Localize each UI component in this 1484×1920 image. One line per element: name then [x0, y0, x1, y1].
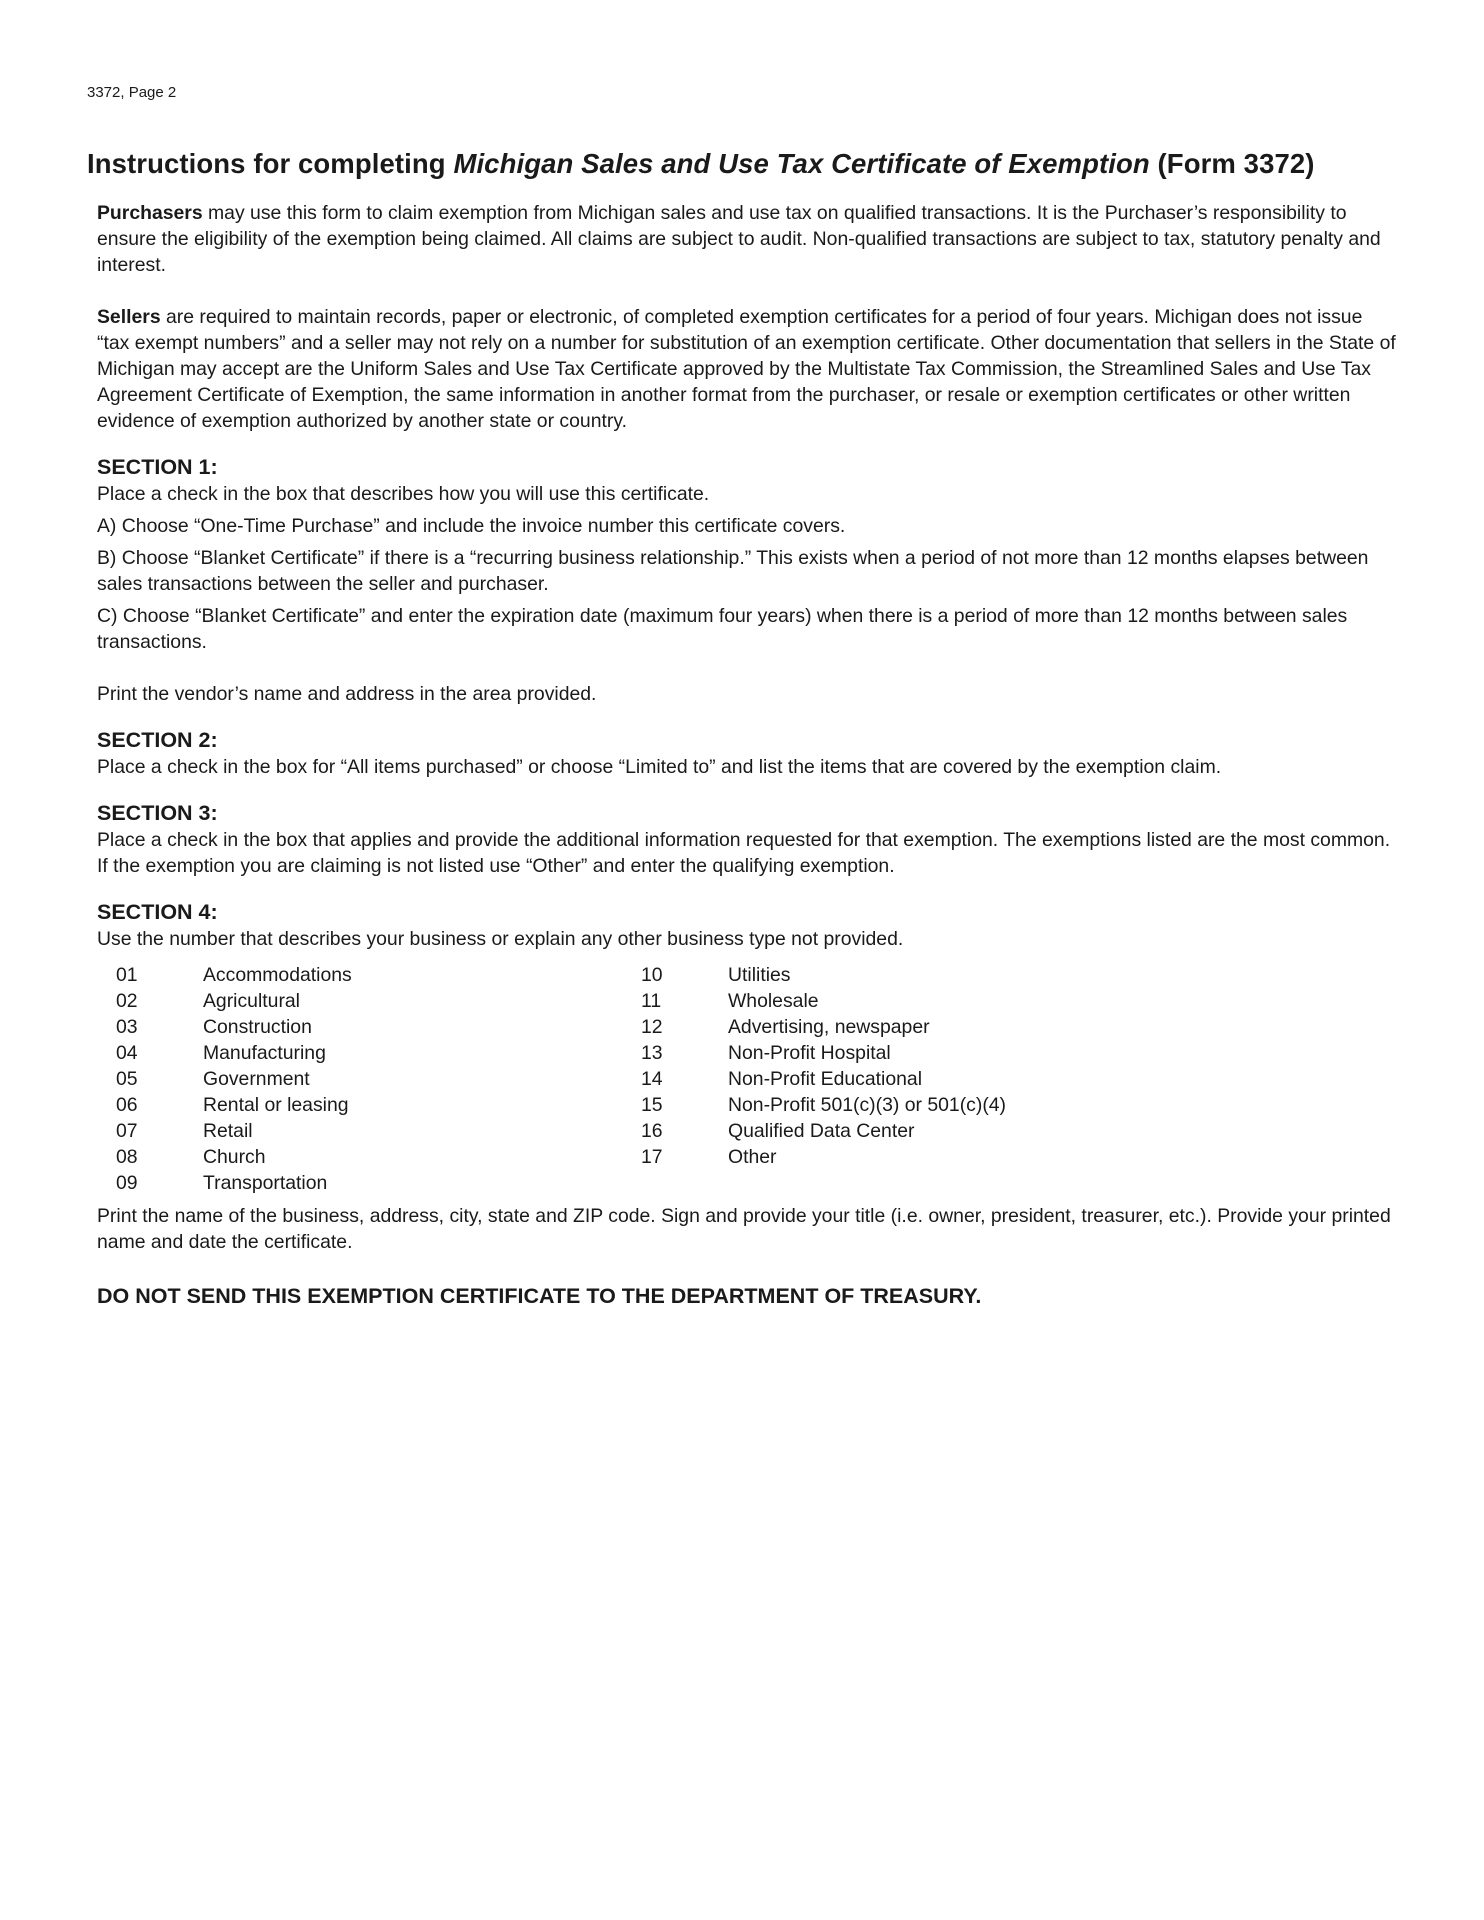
business-code-label: Utilities: [728, 964, 791, 986]
title-suffix: (Form 3372): [1149, 148, 1315, 179]
business-code-number: 12: [641, 1016, 663, 1038]
section-1-heading: SECTION 1:: [97, 455, 218, 479]
business-code-label: Non-Profit Educational: [728, 1068, 923, 1090]
business-code-row: [116, 1014, 352, 1040]
business-code-label: Non-Profit 501(c)(3) or 501(c)(4): [728, 1094, 1007, 1116]
business-code-number: 05: [116, 1068, 138, 1090]
section-1-intro: Place a check in the box that describes how you will use this certificate.: [97, 483, 710, 505]
business-code-row: [116, 1170, 352, 1196]
section-3-text: Place a check in the box that applies and provide the additional information requested for that exemption. The exemptions listed are the most common. If the exemption you are claiming is not listed use “Other” and enter the qualifying exemption.: [97, 829, 1391, 877]
business-code-number: 04: [116, 1042, 138, 1064]
business-code-label: Other: [728, 1146, 777, 1168]
business-code-number: 15: [641, 1094, 663, 1116]
section-3: [97, 800, 1397, 879]
business-code-label: Manufacturing: [203, 1042, 326, 1064]
business-code-row: [641, 1066, 1006, 1092]
title-prefix: Instructions for completing: [87, 148, 454, 179]
section-1-item-b: B) Choose “Blanket Certificate” if there is a “recurring business relationship.” This exists when a period of not more than 12 months elapses between sales transactions between the seller and purchaser.: [97, 547, 1369, 595]
business-code-row: [116, 1118, 352, 1144]
business-code-label: Advertising, newspaper: [728, 1016, 930, 1038]
section-1-item-c: C) Choose “Blanket Certificate” and enter the expiration date (maximum four years) when there is a period of more than 12 months between sales transactions.: [97, 605, 1348, 653]
business-codes-table: [97, 962, 1397, 1197]
section-2-heading: SECTION 2:: [97, 728, 218, 752]
business-code-label: Non-Profit Hospital: [728, 1042, 891, 1064]
business-code-row: [116, 1092, 352, 1118]
section-2-text: Place a check in the box for “All items purchased” or choose “Limited to” and list the items that are covered by the exemption claim.: [97, 756, 1222, 778]
section-4-heading: SECTION 4:: [97, 900, 218, 924]
business-code-number: 16: [641, 1120, 663, 1142]
section-3-heading: SECTION 3:: [97, 801, 218, 825]
business-code-number: 11: [641, 990, 662, 1012]
business-code-number: 09: [116, 1172, 138, 1194]
business-code-row: [641, 1014, 1006, 1040]
purchasers-text: may use this form to claim exemption from Michigan sales and use tax on qualified transactions. It is the Purchaser’s responsibility to ensure the eligibility of the exemption being claimed. All claims are subject to audit. Non-qualified transactions are subject to tax, statutory penalty and interest.: [97, 202, 1381, 276]
business-code-row: [641, 1040, 1006, 1066]
business-code-row: [641, 1144, 1006, 1170]
purchasers-lead: Purchasers: [97, 202, 203, 224]
business-code-number: 02: [116, 990, 138, 1012]
business-code-row: [641, 962, 1006, 988]
page-label: 3372, Page 2: [87, 84, 177, 101]
business-code-label: Retail: [203, 1120, 253, 1142]
business-code-number: 14: [641, 1068, 663, 1090]
business-code-row: [641, 988, 1006, 1014]
business-code-label: Accommodations: [203, 964, 352, 986]
business-code-number: 13: [641, 1042, 663, 1064]
business-code-row: [641, 1118, 1006, 1144]
section-1: [97, 454, 1397, 707]
section-1-item-a: A) Choose “One-Time Purchase” and include the invoice number this certificate covers.: [97, 515, 846, 537]
business-code-row: [116, 1040, 352, 1066]
sellers-paragraph: [97, 304, 1397, 434]
business-code-number: 10: [641, 964, 663, 986]
business-codes-right-column: [641, 962, 1006, 1170]
business-code-number: 07: [116, 1120, 138, 1142]
sellers-lead: Sellers: [97, 306, 161, 328]
page-title: [87, 148, 1315, 180]
instructions-body: [97, 200, 1397, 1332]
business-code-row: [116, 962, 352, 988]
business-code-number: 17: [641, 1146, 663, 1168]
business-code-label: Church: [203, 1146, 266, 1168]
section-1-vendor: Print the vendor’s name and address in the area provided.: [97, 683, 597, 705]
business-code-number: 03: [116, 1016, 138, 1038]
purchasers-paragraph: [97, 200, 1397, 278]
business-code-label: Transportation: [203, 1172, 328, 1194]
business-code-label: Wholesale: [728, 990, 819, 1012]
business-code-label: Construction: [203, 1016, 312, 1038]
section-4: [97, 899, 1397, 1255]
do-not-send-notice: DO NOT SEND THIS EXEMPTION CERTIFICATE TO THE DEPARTMENT OF TREASURY.: [97, 1284, 982, 1308]
section-2: [97, 727, 1397, 780]
title-italic: Michigan Sales and Use Tax Certificate of Exemption: [453, 148, 1150, 179]
business-code-number: 01: [116, 964, 138, 986]
business-code-row: [116, 988, 352, 1014]
business-code-label: Agricultural: [203, 990, 300, 1012]
business-codes-left-column: [116, 962, 352, 1196]
business-code-row: [641, 1092, 1006, 1118]
section-4-intro: Use the number that describes your business or explain any other business type not provided.: [97, 928, 904, 950]
business-code-number: 08: [116, 1146, 138, 1168]
business-code-row: [116, 1066, 352, 1092]
business-code-label: Government: [203, 1068, 310, 1090]
section-4-closing: Print the name of the business, address, city, state and ZIP code. Sign and provide your title (i.e. owner, president, treasurer, etc.). Provide your printed name and date the certificate.: [97, 1205, 1391, 1253]
business-code-row: [116, 1144, 352, 1170]
business-code-label: Qualified Data Center: [728, 1120, 915, 1142]
sellers-text: are required to maintain records, paper or electronic, of completed exemption certificates for a period of four years. Michigan does not issue “tax exempt numbers” and a seller may not rely on a number for substitution of an exemption certificate. Other documentation that sellers in the State of Michigan may accept are the Uniform Sales and Use Tax Certificate approved by the Multistate Tax Commission, the Streamlined Sales and Use Tax Agreement Certificate of Exemption, the same information in another format from the purchaser, or resale or exemption certificates or other written evidence of exemption authorized by another state or country.: [97, 306, 1396, 432]
business-code-number: 06: [116, 1094, 138, 1116]
business-code-label: Rental or leasing: [203, 1094, 349, 1116]
